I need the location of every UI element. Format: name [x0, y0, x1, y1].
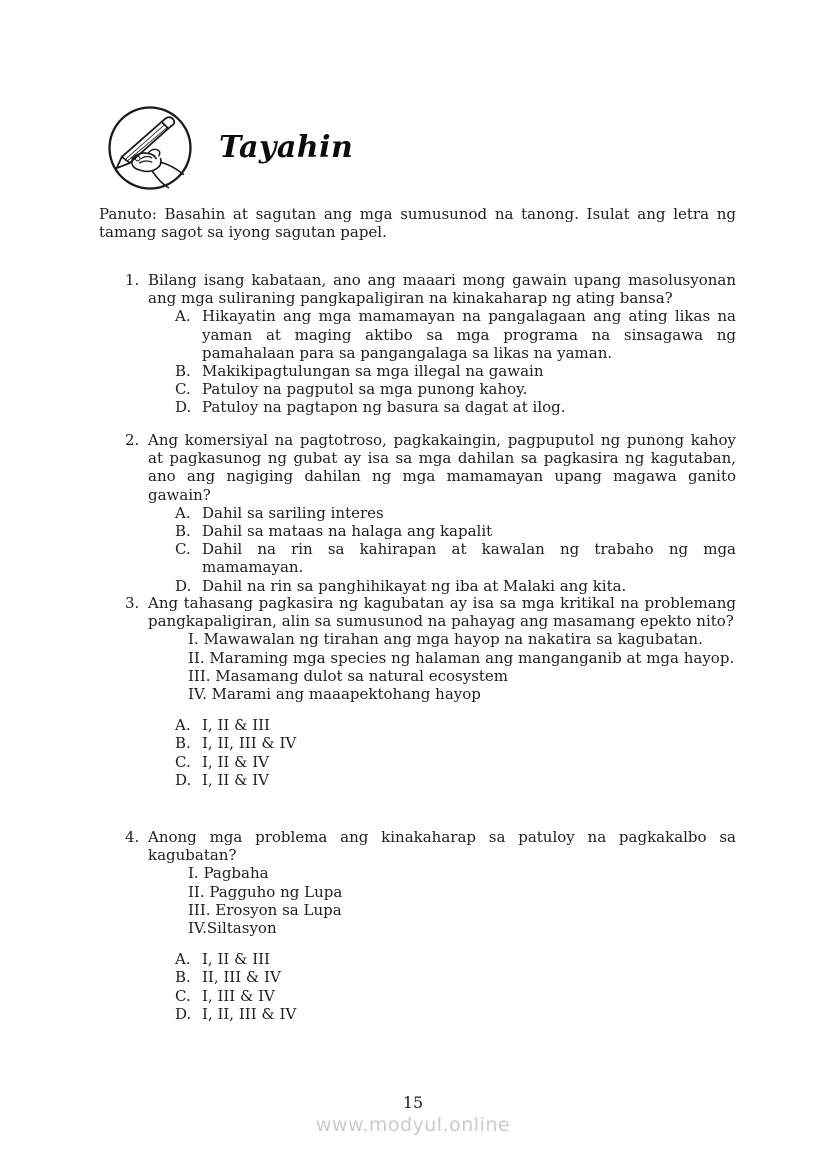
- question-text: Ang tahasang pagkasira ng kagubatan ay isa sa mga kritikal na problemang pangkapaligiran, alin sa sumusunod na pahayag ang masamang epekto nito?: [148, 594, 736, 631]
- choice-letter: A.: [175, 503, 191, 522]
- question-number: 4.: [125, 828, 140, 846]
- choice-d: [99, 1005, 736, 1023]
- choice-text: Dahil na rin sa panghihikayat ng iba at Malaki ang kita.: [202, 576, 627, 595]
- page-title: Tayahin: [219, 129, 354, 165]
- choice-letter: B.: [175, 734, 191, 753]
- choice-letter: C.: [175, 986, 191, 1005]
- choice-a: [99, 504, 736, 522]
- choice-text: Dahil na rin sa kahirapan at kawalan ng trabaho ng mga mamamayan.: [202, 540, 736, 577]
- choice-c: [99, 987, 736, 1005]
- choice-text: Makikipagtulungan sa mga illegal na gawain: [202, 362, 544, 381]
- question-text: Ang komersiyal na pagtotroso, pagkakaingin, pagpuputol ng punong kahoy at pagkasunog ng gubat ay isa sa mga dahilan sa pagkasira ng kagutaban, ano ang nagiging dahilan ng mga mamamayan upang magawa ganito gawain?: [148, 431, 736, 504]
- choice-text: II, III & IV: [202, 968, 281, 987]
- question-text: Bilang isang kabataan, ano ang maaari mong gawain upang masolusyonan ang mga suliraning pangkapaligiran na kinakaharap ng ating bansa?: [148, 271, 736, 308]
- sub-item-1: I. Mawawalan ng tirahan ang mga hayop na nakatira sa kagubatan.: [188, 630, 703, 649]
- choice-letter: C.: [175, 752, 191, 771]
- choice-text: I, II & III: [202, 716, 270, 735]
- sub-item-4: IV. Marami ang maaapektohang hayop: [188, 685, 481, 704]
- choice-letter: A.: [175, 716, 191, 735]
- sub-item-3: III. Erosyon sa Lupa: [188, 900, 342, 919]
- choice-text: I, II, III & IV: [202, 734, 297, 753]
- question-3: [99, 594, 736, 789]
- choice-letter: D.: [175, 398, 192, 417]
- question-number: 3.: [125, 594, 140, 612]
- choice-text: I, II & IV: [202, 752, 269, 771]
- choice-d: [99, 771, 736, 789]
- writing-hand-icon: [106, 103, 194, 193]
- choices-list: [99, 716, 736, 789]
- choice-letter: A.: [175, 307, 191, 326]
- choice-c: [99, 540, 736, 576]
- choice-text: Hikayatin ang mga mamamayan na pangalagaan ang ating likas na yaman at maging aktibo sa mga programa na sinsagawa ng pamahalaan para sa pangangalaga sa likas na yaman.: [202, 307, 736, 362]
- choices-list: [99, 307, 736, 416]
- choice-text: Dahil sa mataas na halaga ang kapalit: [202, 522, 493, 541]
- choice-b: [99, 362, 736, 380]
- choice-letter: B.: [175, 362, 191, 381]
- question-4: [99, 828, 736, 1023]
- sub-item-4: IV.Siltasyon: [188, 919, 277, 938]
- choice-d: [99, 398, 736, 416]
- choice-text: I, II & IV: [202, 770, 269, 789]
- choice-letter: A.: [175, 950, 191, 969]
- choices-list: [99, 504, 736, 595]
- choice-letter: B.: [175, 522, 191, 541]
- choice-text: I, II, III & IV: [202, 1004, 297, 1023]
- choice-text: I, III & IV: [202, 986, 275, 1005]
- choice-text: I, II & III: [202, 950, 270, 969]
- choice-b: [99, 968, 736, 986]
- choice-letter: D.: [175, 770, 192, 789]
- sub-items-list: [99, 630, 736, 703]
- question-number: 2.: [125, 431, 140, 449]
- choice-c: [99, 753, 736, 771]
- choice-letter: C.: [175, 380, 191, 399]
- sub-item-3: III. Masamang dulot sa natural ecosystem: [188, 666, 509, 685]
- watermark: www.modyul.online: [315, 1114, 511, 1136]
- choice-c: [99, 380, 736, 398]
- choice-d: [99, 577, 736, 595]
- choice-text: Dahil sa sariling interes: [202, 503, 384, 522]
- sub-items-list: [99, 864, 736, 937]
- choice-letter: C.: [175, 540, 191, 559]
- choice-text: Patuloy na pagtapon ng basura sa dagat at ilog.: [202, 398, 566, 417]
- instructions-text: Panuto: Basahin at sagutan ang mga sumusunod na tanong. Isulat ang letra ng tamang sagot sa iyong sagutan papel.: [99, 205, 736, 242]
- page-number: 15: [402, 1093, 424, 1112]
- choice-a: [99, 716, 736, 734]
- sub-item-1: I. Pagbaha: [188, 864, 269, 883]
- choice-letter: B.: [175, 968, 191, 987]
- question-text: Anong mga problema ang kinakaharap sa patuloy na pagkakalbo sa kagubatan?: [148, 828, 736, 865]
- choice-text: Patuloy na pagputol sa mga punong kahoy.: [202, 380, 528, 399]
- question-2: [99, 431, 736, 595]
- choice-a: [99, 307, 736, 362]
- choice-letter: D.: [175, 1004, 192, 1023]
- choice-a: [99, 950, 736, 968]
- sub-item-2: II. Maraming mga species ng halaman ang manganganib at mga hayop.: [188, 648, 735, 667]
- choice-b: [99, 522, 736, 540]
- choices-list: [99, 950, 736, 1023]
- header: [106, 103, 353, 193]
- question-1: [99, 271, 736, 417]
- choice-b: [99, 734, 736, 752]
- question-number: 1.: [125, 271, 140, 289]
- sub-item-2: II. Pagguho ng Lupa: [188, 882, 343, 901]
- choice-letter: D.: [175, 576, 192, 595]
